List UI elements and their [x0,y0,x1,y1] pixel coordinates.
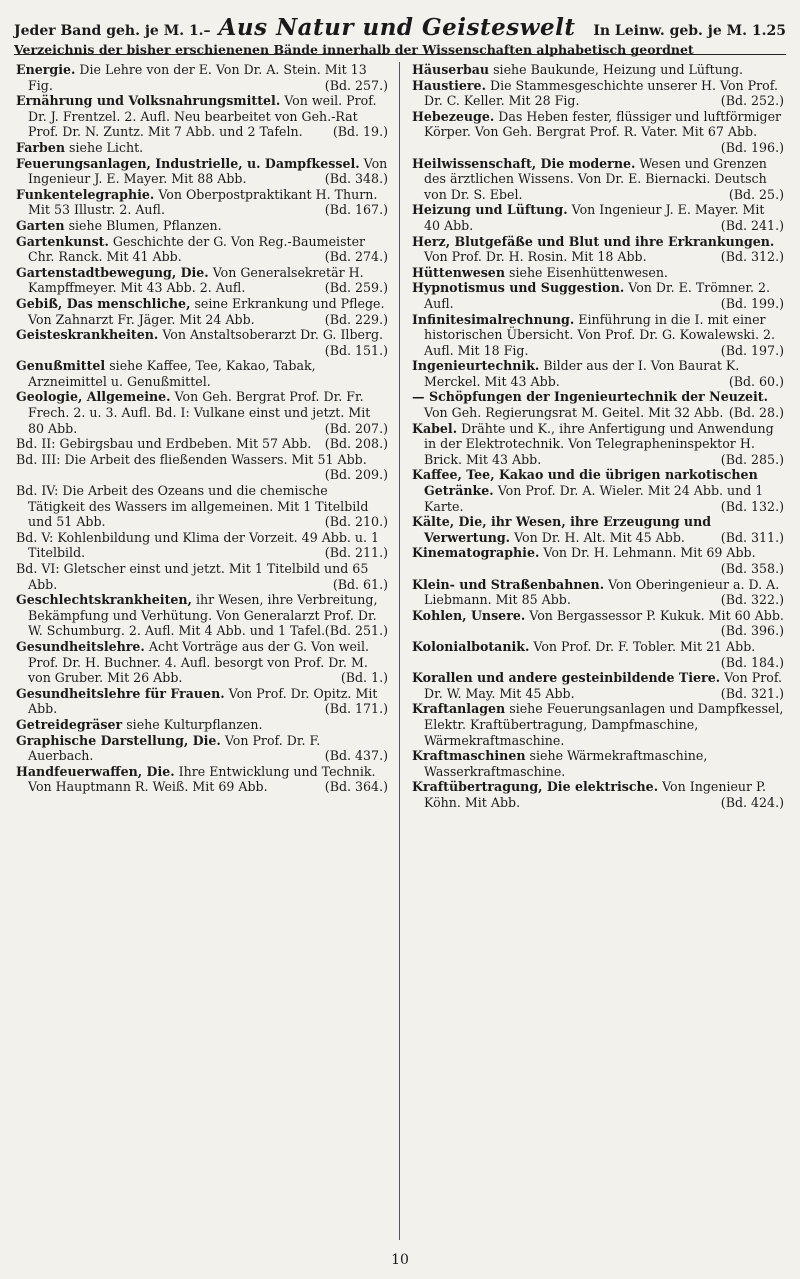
entry-heading: Kaffee, Tee, Kakao und die übrigen narkotischen Getränke. [412,467,758,499]
index-entry [412,62,784,78]
volume-reference: (Bd. 358.) [720,561,784,576]
entry-text: Von Generalsekretär H. Kampffmeyer. Mit 43 Abb. 2. Aufl. [28,264,364,296]
entry-text: Das Heben fester, flüssiger und luftförmiger Körper. Von Geh. Bergrat Prof. R. Vater. Mit 67 Abb. [424,108,782,140]
index-entry [16,561,388,592]
entry-text: Bd. II: Gebirgsbau und Erdbeben. Mit 57 Abb. [16,436,312,452]
index-entry [412,78,784,109]
index-entry [412,421,784,468]
entry-heading: Hypnotismus und Suggestion. [412,280,625,296]
header-line [14,14,786,41]
entry-text: siehe Eisenhüttenwesen. [509,264,668,280]
entry-text: siehe Licht. [69,139,144,155]
index-entry [16,483,388,530]
volume-reference: (Bd. 167.) [324,202,388,218]
index-entry [16,62,388,93]
entry-heading: Hebezeuge. [412,108,495,124]
header-subtitle: Verzeichnis der bisher erschienenen Bände innerhalb der Wissenschaften alphabetisch geordnet [14,42,694,57]
entry-text: siehe Kulturpflanzen. [126,716,263,732]
entry-heading: Kälte, Die, ihr Wesen, ihre Erzeugung und Verwertung. [412,514,712,545]
index-entry [412,608,784,639]
index-entry [412,202,784,233]
column-divider [399,62,400,1240]
entry-text: Bd. IV: Die Arbeit des Ozeans und die chemische Tätigkeit des Wassers im allgemeinen. Mit 1 Titelbild und 51 Abb. [16,483,369,530]
volume-reference: (Bd. 348.) [324,171,388,187]
entry-text: Von Oberpostpraktikant H. Thurn. Mit 53 Illustr. 2. Aufl. [28,186,378,218]
entry-heading: Funkentelegraphie. [16,186,155,202]
entry-heading: Heizung und Lüftung. [412,202,568,218]
volume-reference: (Bd. 196.) [720,139,784,155]
page-number: 10 [391,1252,409,1268]
entry-heading: Kolonialbotanik. [412,638,530,654]
entry-text: Von Ingenieur P. Köhn. Mit Abb. [424,779,766,810]
volume-reference: (Bd. 132.) [720,498,784,514]
volume-reference: (Bd. 28.) [728,405,784,421]
index-entry [412,545,784,576]
volume-reference: (Bd. 259.) [324,280,388,296]
entry-heading: Gartenkunst. [16,233,109,249]
entry-text: ihr Wesen, ihre Verbreitung, Bekämpfung und Verhütung. Von Generalarzt Prof. Dr. W. Schumburg. 2. Aufl. Mit 4 Abb. und 1 Tafel. [28,592,378,639]
entry-text: Von Dr. H. Alt. Mit 45 Abb. [514,529,685,545]
index-entry [412,701,784,748]
index-entry [16,93,388,140]
entry-heading: Graphische Darstellung, Die. [16,732,221,748]
index-entry [412,312,784,359]
index-entry [16,218,388,234]
entry-heading: Haustiere. [412,77,486,93]
volume-reference: (Bd. 396.) [720,623,784,639]
series-price-label: Jeder Band geh. je M. 1.– [14,23,211,39]
index-entry [16,358,388,389]
entry-heading: Geisteskrankheiten. [16,327,159,343]
index-entry [412,156,784,203]
entry-heading: Hüttenwesen [412,264,505,280]
index-entry [412,280,784,311]
entry-heading: Kraftmaschinen [412,748,526,764]
index-entry [16,140,388,156]
entry-heading: Korallen und andere gesteinbildende Tiere. [412,670,721,686]
entry-text: Von Geh. Regierungsrat M. Geitel. Mit 32 Abb. [424,405,724,421]
index-entry [16,187,388,218]
entry-text: Bd. III: Die Arbeit des fließenden Wassers. Mit 51 Abb. [16,451,367,467]
volume-reference: (Bd. 209.) [324,467,388,483]
entry-text: Von Ingenieur J. E. Mayer. Mit 40 Abb. [424,202,765,233]
entry-heading: Kohlen, Unsere. [412,607,526,623]
index-entry [16,639,388,686]
volume-reference: (Bd. 197.) [720,342,784,358]
volume-reference: (Bd. 311.) [720,529,784,545]
volume-reference: (Bd. 19.) [332,124,388,140]
entry-text: siehe Baukunde, Heizung und Lüftung. [493,62,744,77]
volume-reference: (Bd. 437.) [324,748,388,764]
entry-text: Von Prof. Dr. F. Auerbach. [28,732,321,764]
index-entry [412,748,784,779]
left-column [16,62,388,795]
volume-reference: (Bd. 312.) [720,249,784,265]
volume-reference: (Bd. 424.) [720,794,784,810]
index-entry [412,234,784,265]
entry-text: Von Prof. Dr. A. Wieler. Mit 24 Abb. und 1 Karte. [424,483,764,514]
entry-heading: Klein- und Straßenbahnen. [412,576,605,592]
right-column [412,62,784,811]
entry-text: Von Prof. Dr. H. Rosin. Mit 18 Abb. [424,249,647,265]
volume-reference: (Bd. 199.) [720,295,784,311]
volume-reference: (Bd. 61.) [332,576,388,592]
index-entry [412,109,784,156]
entry-heading: Kraftanlagen [412,701,506,717]
entry-heading: Geologie, Allgemeine. [16,389,171,405]
volume-reference: (Bd. 251.) [324,623,388,639]
index-entry [16,296,388,327]
index-entry [412,670,784,701]
index-entry [412,514,784,545]
entry-text: Von Prof. Dr. Opitz. Mit Abb. [28,685,378,717]
entry-heading: Kinematographie. [412,545,540,561]
volume-reference: (Bd. 60.) [728,373,784,389]
entry-heading: Farben [16,139,66,155]
index-entry [412,265,784,281]
entry-text: Einführung in die I. mit einer historischen Übersicht. Von Prof. Dr. G. Kowalewski. 2. Aufl. Mit 18 Fig. [424,311,775,358]
entry-heading: Kraftübertragung, Die elektrische. [412,779,659,795]
entry-text: Von Bergassessor P. Kukuk. Mit 60 Abb. [529,607,784,623]
entry-heading: Herz, Blutgefäße und Blut und ihre Erkrankungen. [412,233,775,249]
entry-heading: Genußmittel [16,358,106,374]
entry-text: Von Anstaltsoberarzt Dr. G. Ilberg. [162,327,384,343]
index-entry [16,436,388,452]
entry-heading: Heilwissenschaft, Die moderne. [412,155,636,171]
index-entry [16,764,388,795]
entry-heading: Gesundheitslehre. [16,638,145,654]
entry-text: Die Stammesgeschichte unserer H. Von Prof. Dr. C. Keller. Mit 28 Fig. [424,77,778,109]
volume-reference: (Bd. 184.) [720,654,784,670]
volume-reference: (Bd. 208.) [324,436,388,452]
entry-heading: Kabel. [412,420,458,436]
entry-heading: Gesundheitslehre für Frauen. [16,685,225,701]
index-entry [16,452,388,483]
entry-heading: Handfeuerwaffen, Die. [16,763,175,779]
entry-text: siehe Wärmekraftmaschine, Wasserkraftmaschine. [424,748,708,779]
entry-text: Ihre Entwicklung und Technik. Von Hauptmann R. Weiß. Mit 69 Abb. [28,763,376,795]
entry-heading: Gartenstadtbewegung, Die. [16,264,209,280]
index-entry [412,577,784,608]
volume-reference: (Bd. 211.) [324,545,388,561]
entry-text: Von Prof. Dr. W. May. Mit 45 Abb. [424,670,783,701]
index-entry [16,389,388,436]
index-entry [16,234,388,265]
entry-heading: Ingenieurtechnik. [412,358,540,374]
volume-reference: (Bd. 321.) [720,685,784,701]
index-entry [412,467,784,514]
volume-reference: (Bd. 257.) [324,77,388,93]
entry-text: Von Prof. Dr. F. Tobler. Mit 21 Abb. [533,638,756,654]
volume-reference: (Bd. 1.) [340,670,388,686]
entry-text: seine Erkrankung und Pflege. Von Zahnarzt Fr. Jäger. Mit 24 Abb. [28,295,385,327]
index-entry [412,639,784,670]
entry-text: Von Oberingenieur a. D. A. Liebmann. Mit 85 Abb. [424,576,780,608]
series-title: Aus Natur und Geisteswelt [218,14,576,41]
volume-reference: (Bd. 274.) [324,249,388,265]
entry-heading: Geschlechtskrankheiten, [16,592,192,608]
volume-reference: (Bd. 364.) [324,779,388,795]
entry-text: Von Geh. Bergrat Prof. Dr. Fr. Frech. 2. u. 3. Aufl. Bd. I: Vulkane einst und jetzt. Mit 80 Abb. [28,389,371,436]
entry-text: Drähte und K., ihre Anfertigung und Anwendung in der Elektrotechnik. Von Telegrapheninspektor H. Brick. Mit 43 Abb. [424,420,774,467]
volume-reference: (Bd. 285.) [720,451,784,467]
entry-text: siehe Feuerungsanlagen und Dampfkessel, Elektr. Kraftübertragung, Dampfmaschine, Wärmekraftmaschine. [424,701,784,748]
entry-heading: Garten [16,217,65,233]
volume-reference: (Bd. 252.) [720,93,784,109]
index-entry [412,389,784,420]
index-entry [16,717,388,733]
entry-text: Von Dr. E. Trömner. 2. Aufl. [424,280,771,311]
entry-heading: Gebiß, Das menschliche, [16,295,191,311]
entry-text: Geschichte der G. Von Reg.-Baumeister Chr. Ranck. Mit 41 Abb. [28,233,366,265]
volume-reference: (Bd. 241.) [720,217,784,233]
page-header [14,14,786,57]
bound-price-label: In Leinw. geb. je M. 1.25 [593,23,786,39]
entry-text: Von weil. Prof. Dr. J. Frentzel. 2. Aufl. Neu bearbeitet von Geh.-Rat Prof. Dr. N. Zuntz. Mit 7 Abb. und 2 Tafeln. [28,93,377,140]
entry-text: Wesen und Grenzen des ärztlichen Wissens. Von Dr. E. Biernacki. Deutsch von Dr. S. Ebel. [424,155,767,202]
index-entry [16,156,388,187]
entry-heading: — Schöpfungen der Ingenieurtechnik der Neuzeit. [412,389,769,405]
index-entry [412,779,784,810]
entry-text: siehe Blumen, Pflanzen. [68,217,222,233]
index-entry [412,358,784,389]
volume-reference: (Bd. 207.) [324,420,388,436]
volume-reference: (Bd. 151.) [324,342,388,358]
header-rule [14,54,786,55]
index-entry [16,327,388,358]
index-entry [16,592,388,639]
entry-heading: Häuserbau [412,62,490,77]
entry-heading: Getreidegräser [16,716,123,732]
entry-text: Acht Vorträge aus der G. Von weil. Prof. Dr. H. Buchner. 4. Aufl. besorgt von Prof. Dr. M. von Gruber. Mit 26 Abb. [28,638,369,686]
entry-text: Bd. V: Kohlenbildung und Klima der Vorzeit. 49 Abb. u. 1 Titelbild. [16,529,380,561]
volume-reference: (Bd. 171.) [324,701,388,717]
entry-heading: Energie. [16,62,76,77]
entry-text: Bilder aus der I. Von Baurat K. Merckel. Mit 43 Abb. [424,358,740,389]
entry-heading: Ernährung und Volksnahrungsmittel. [16,93,281,109]
entry-text: Von Dr. H. Lehmann. Mit 69 Abb. [543,545,756,561]
entry-heading: Infinitesimalrechnung. [412,311,575,327]
entry-text: Die Lehre von der E. Von Dr. A. Stein. Mit 13 Fig. [28,62,367,93]
volume-reference: (Bd. 229.) [324,311,388,327]
index-entry [16,733,388,764]
entry-text: Bd. VI: Gletscher einst und jetzt. Mit 1 Titelbild und 65 Abb. [16,561,369,592]
index-entry [16,530,388,561]
entry-heading: Feuerungsanlagen, Industrielle, u. Dampfkessel. [16,155,360,171]
index-entry [16,265,388,296]
volume-reference: (Bd. 210.) [324,514,388,530]
entry-text: siehe Kaffee, Tee, Kakao, Tabak, Arzneimittel u. Genußmittel. [28,358,316,389]
volume-reference: (Bd. 322.) [720,592,784,608]
entry-text: Von Ingenieur J. E. Mayer. Mit 88 Abb. [28,155,388,187]
volume-reference: (Bd. 25.) [728,186,784,202]
index-entry [16,686,388,717]
